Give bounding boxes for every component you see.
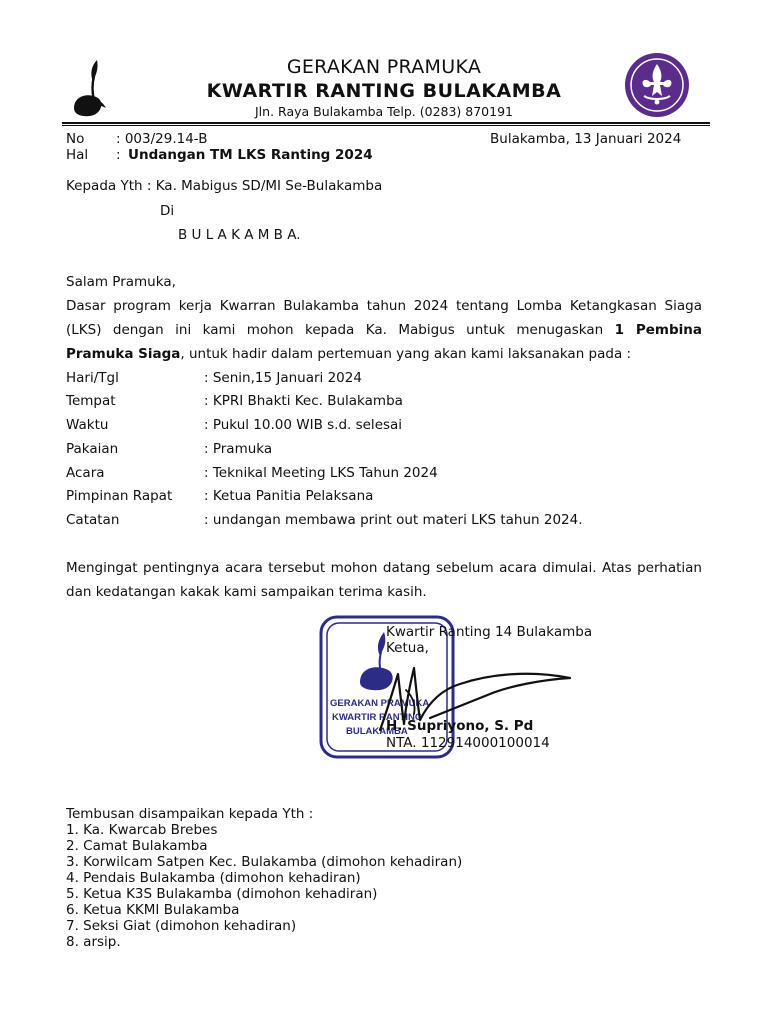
list-item: 5. Ketua K3S Bulakamba (dimohon kehadiran) [66,886,378,902]
recipient-di: Di [160,203,175,219]
body-paragraph [66,294,702,366]
stamp-text-2: KWARTIR RANTING [332,712,423,723]
closing-line-2: dan kedatangan kakak kami sampaikan terima kasih. [66,584,427,600]
detail-label: Pakaian [66,441,119,457]
body-line-2 [66,318,702,342]
scout-emblem-icon [624,52,690,118]
detail-value: : Pramuka [204,441,273,457]
header-divider [62,122,710,124]
detail-label: Tempat [66,393,116,409]
header-address: Jln. Raya Bulakamba Telp. (0283) 870191 [255,104,513,119]
recipient-line: Kepada Yth : Ka. Mabigus SD/MI Se-Bulakamba [66,178,383,194]
list-item: 4. Pendais Bulakamba (dimohon kehadiran) [66,870,361,886]
tembusan-title: Tembusan disampaikan kepada Yth : [66,806,314,822]
letter-subject: Undangan TM LKS Ranting 2024 [128,147,373,163]
signatory-nta: NTA. 112914000100014 [386,735,550,751]
tunas-kelapa-logo-icon [66,56,110,120]
signature-role: Ketua, [386,640,429,656]
list-item: 6. Ketua KKMI Bulakamba [66,902,240,918]
detail-value: : undangan membawa print out materi LKS tahun 2024. [204,512,583,528]
detail-label: Catatan [66,512,120,528]
signatory-name: H. Supriyono, S. Pd [386,718,534,734]
detail-label: Acara [66,465,105,481]
detail-value: : KPRI Bhakti Kec. Bulakamba [204,393,403,409]
detail-value: : Senin,15 Januari 2024 [204,370,362,386]
body-bold-pembina: 1 Pembina [614,322,702,338]
letter-number: : 003/29.14-B [116,131,208,147]
detail-value: : Pukul 10.00 WIB s.d. selesai [204,417,403,433]
detail-label: Waktu [66,417,109,433]
greeting: Salam Pramuka, [66,274,176,290]
recipient-place: B U L A K A M B A. [178,227,301,243]
header-organization: GERAKAN PRAMUKA [286,56,482,78]
stamp-text-3: BULAKAMBA [346,726,408,737]
detail-value: : Ketua Panitia Pelaksana [204,488,374,504]
header-kwartir: KWARTIR RANTING BULAKAMBA [206,80,562,102]
list-item: 7. Seksi Giat (dimohon kehadiran) [66,918,297,934]
hal-colon: : [116,147,121,163]
closing-line-1: Mengingat pentingnya acara tersebut mohon datang sebelum acara dimulai. Atas perhatian [66,560,702,576]
place-date: Bulakamba, 13 Januari 2024 [490,131,682,147]
hal-label: Hal [66,147,89,163]
closing-paragraph [66,556,702,604]
handwritten-signature-icon [340,644,610,740]
body-line-3 [66,342,702,366]
list-item: 8. arsip. [66,934,121,950]
list-item: 3. Korwilcam Satpen Kec. Bulakamba (dimohon kehadiran) [66,854,463,870]
header-divider-thin [62,125,710,126]
body-line-2-text: (LKS) dengan ini kami mohon kepada Ka. Mabigus untuk menugaskan [66,322,615,338]
body-bold-pramuka-siaga: Pramuka Siaga [66,346,181,362]
signature-org: Kwartir Ranting 14 Bulakamba [386,624,593,640]
list-item: 2. Camat Bulakamba [66,838,208,854]
no-label: No [66,131,85,147]
detail-label: Pimpinan Rapat [66,488,173,504]
detail-label: Hari/Tgl [66,370,119,386]
body-line-1: Dasar program kerja Kwarran Bulakamba tahun 2024 tentang Lomba Ketangkasan Siaga [66,298,702,314]
stamp-text-1: GERAKAN PRAMUKA [330,698,430,709]
list-item: 1. Ka. Kwarcab Brebes [66,822,218,838]
body-line-3-text: , untuk hadir dalam pertemuan yang akan kami laksanakan pada : [180,346,632,362]
detail-value: : Teknikal Meeting LKS Tahun 2024 [204,465,438,481]
